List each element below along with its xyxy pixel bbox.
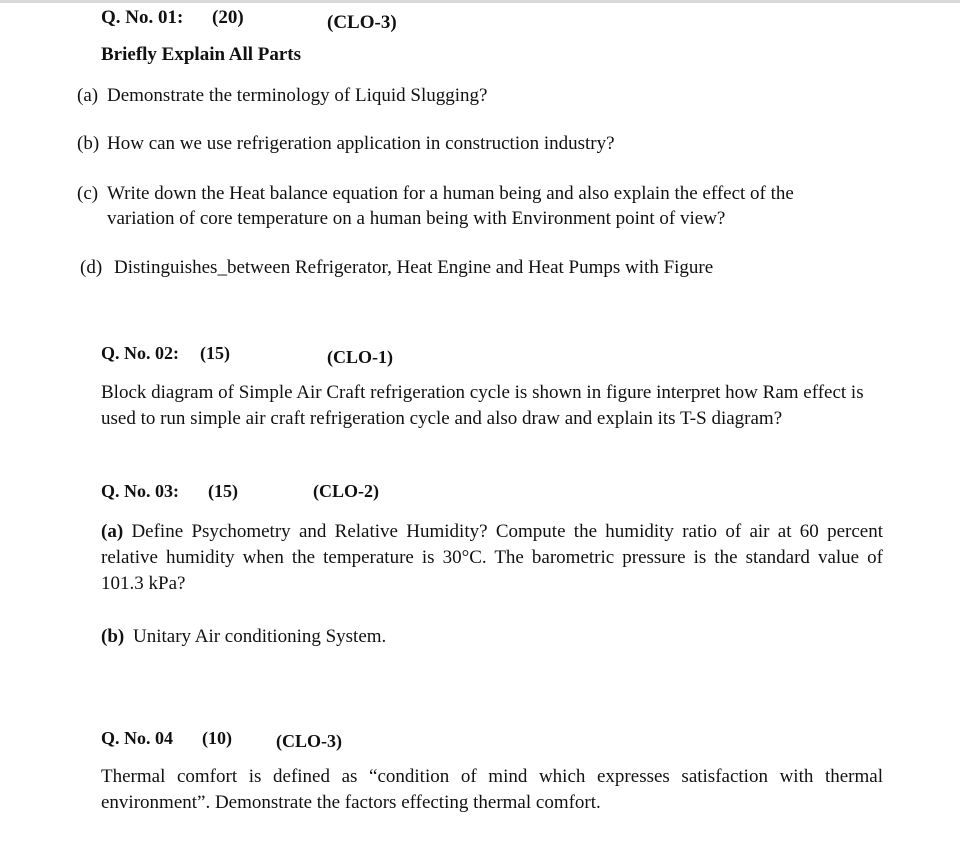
q3-part-a [101,519,883,597]
q2-clo: (CLO-1) [327,347,393,367]
q4-clo: (CLO-3) [276,731,342,751]
q3-marks: (15) [208,481,238,501]
q3-part-b-label: (b) [101,626,125,647]
q1-marks: (20) [212,7,244,28]
q1-part-c-line1: Write down the Heat balance equation for a human being and also explain the effect of the [107,183,794,204]
q3-clo: (CLO-2) [313,481,379,501]
q1-instruction: Briefly Explain All Parts [101,44,302,65]
q1-part-b-text: How can we use refrigeration application in construction industry? [107,133,615,154]
q1-part-a-label: (a) [77,85,99,106]
q1-number: Q. No. 01: [101,7,184,28]
q3-part-b-text: Unitary Air conditioning System. [132,626,387,647]
q1-part-a-text: Demonstrate the terminology of Liquid Slugging? [107,85,488,106]
q1-part-c-line2: variation of core temperature on a human being with Environment point of view? [107,208,726,229]
q4-text: Thermal comfort is defined as “condition of mind which expresses satisfaction with thermal environment”. Demonstrate the factors effecting thermal comfort. [101,766,883,813]
q2-marks: (15) [200,343,230,363]
q2-number: Q. No. 02: [101,343,179,363]
q2-text: Block diagram of Simple Air Craft refrigeration cycle is shown in figure interpret how Ram effect is used to run simple air craft refrigeration cycle and also draw and explain its T-S diagram? [101,382,864,429]
q1-part-d-text: Distinguishes_between Refrigerator, Heat Engine and Heat Pumps with Figure [114,257,714,278]
q3-part-a-label: (a) [101,521,124,542]
q3-part-b [101,626,386,648]
q1-part-c-label: (c) [77,183,99,204]
page-top-border [0,0,960,3]
q3-number: Q. No. 03: [101,481,179,501]
q4-marks: (10) [202,728,232,748]
q1-part-b-label: (b) [77,133,100,154]
q3-part-a-text: Define Psychometry and Relative Humidity? Compute the humidity ratio of air at 60 percent relative humidity when the temperature is 30°C. The barometric pressure is the standard value of 101.3 kPa? [101,521,883,594]
q1-part-d-label: (d) [80,257,103,278]
q1-clo: (CLO-3) [327,12,397,33]
q4-number: Q. No. 04 [101,728,173,748]
